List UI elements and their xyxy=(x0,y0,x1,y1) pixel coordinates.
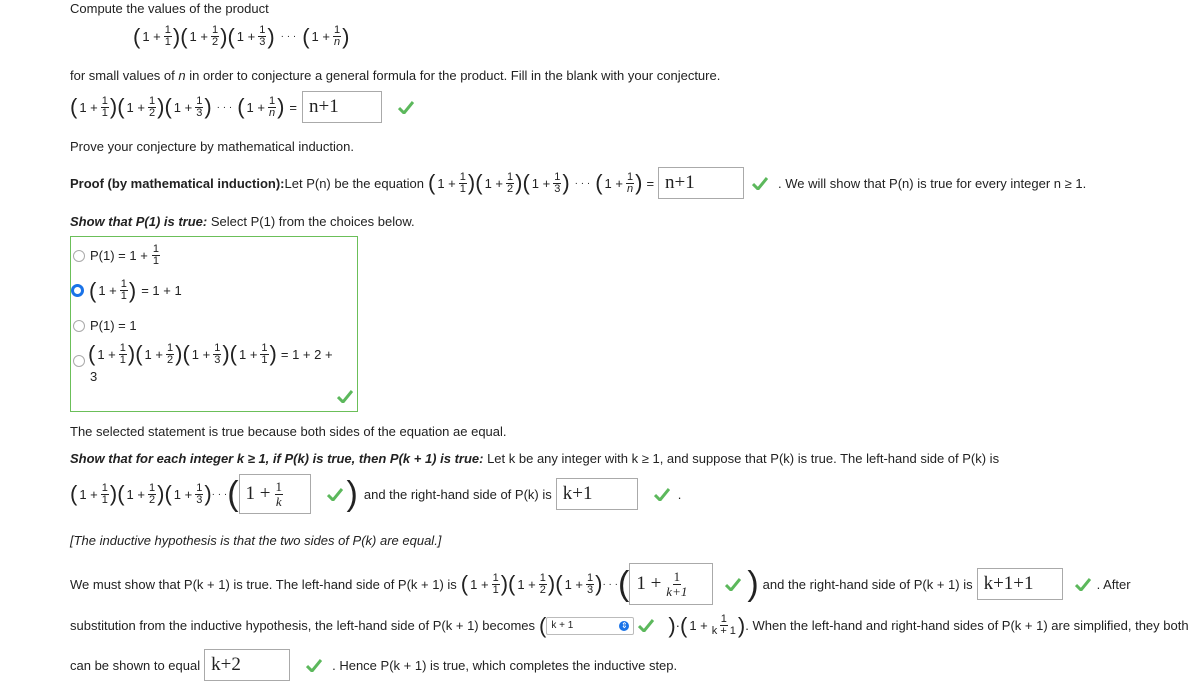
choice-4-continued: 3 xyxy=(90,369,98,384)
substitution-row: substitution from the inductive hypothesis, the left-hand side of P(k + 1) becomes ( k + 1 ⇕ ) · ( 1 + $\frac{1}{k + 1}$ ) . When the left-hand and right-hand sides of P(k + 1) are simplified, they both xyxy=(70,612,1189,638)
choice-3[interactable]: P(1) = 1 xyxy=(73,318,137,333)
check-icon xyxy=(398,101,414,114)
pk1-rhs-input[interactable]: k+1+1 xyxy=(977,568,1063,600)
check-icon xyxy=(725,578,741,591)
proof-answer-input[interactable]: n+1 xyxy=(658,167,744,199)
radio-choice-2-selected[interactable] xyxy=(71,284,84,297)
step2-prompt: Show that for each integer k ≥ 1, if P(k) is true, then P(k + 1) is true: Let k be any integer with k ≥ 1, and suppose that P(k) is true. The left-hand side of P(k) is xyxy=(70,451,1000,466)
check-icon xyxy=(327,488,343,501)
radio-choice-1[interactable] xyxy=(73,250,85,262)
choice-4[interactable]: ( 1 + $\frac{1}{1}$ ) ( 1 + $\frac{1}{2}$ ) ( 1 + $\frac{1}{3}$ ) ( 1 + $\frac{1}{1}$ ) = 1 + 2 + xyxy=(73,341,333,367)
prompt-prove: Prove your conjecture by mathematical induction. xyxy=(70,139,354,154)
pk1-lhs-input[interactable]: 1 + $\frac{1}{k+1}$ xyxy=(629,563,713,605)
proof-row: Proof (by mathematical induction): Let P(n) be the equation ( 1 + $\frac{1}{1}$ ) ( 1 + $\frac{1}{2}$ ) ( 1 + $\frac{1}{3}$ ) · · · ( 1 + $\frac{1}{n}$ ) = n+1 . We will show that P(n) is true for every integer n ≥ 1. xyxy=(70,167,1086,199)
must-show-row: We must show that P(k + 1) is true. The left-hand side of P(k + 1) is ( 1 + $\frac{1}{1}$ ) ( 1 + $\frac{1}{2}$ ) ( 1 + $\frac{1}{3}$ ) · · · ( 1 + $\frac{1}{k+1}$ ) and the right-hand side of P(k + 1) is k+1+1 . After xyxy=(70,565,1131,603)
selected-statement-text: The selected statement is true because both sides of the equation ae equal. xyxy=(70,424,507,439)
final-answer-input[interactable]: k+2 xyxy=(204,649,290,681)
chevron-updown-icon: ⇕ xyxy=(620,620,628,630)
check-icon xyxy=(654,488,670,501)
prompt-compute: Compute the values of the product xyxy=(70,1,269,16)
product-display: ( 1 + $\frac{1}{1}$ ) ( 1 + $\frac{1}{2}$ ) ( 1 + $\frac{1}{3}$ ) · · · ( 1 + $\frac{1}{n}$ ) xyxy=(133,23,350,49)
final-row: can be shown to equal k+2 . Hence P(k + 1) is true, which completes the inductive step. xyxy=(70,649,677,681)
radio-choice-3[interactable] xyxy=(73,320,85,332)
choice-2[interactable]: ( 1 + $\frac{1}{1}$ ) = 1 + 1 xyxy=(71,279,182,302)
substitution-select[interactable]: k + 1 ⇕ xyxy=(546,617,634,635)
check-icon xyxy=(638,619,654,632)
conjecture-answer-input[interactable]: n+1 xyxy=(302,91,382,123)
pk-row: ( 1 + $\frac{1}{1}$ ) ( 1 + $\frac{1}{2}$ ) ( 1 + $\frac{1}{3}$ ) · · · ( 1 + $\frac{1}{k}$ ) and the right-hand side of P(k) is k+1 . xyxy=(70,475,682,513)
check-icon xyxy=(752,177,768,190)
check-icon xyxy=(337,390,353,403)
check-icon xyxy=(306,659,322,672)
step1-prompt: Show that P(1) is true: Select P(1) from the choices below. xyxy=(70,214,415,229)
conjecture-row: ( 1 + $\frac{1}{1}$ ) ( 1 + $\frac{1}{2}$ ) ( 1 + $\frac{1}{3}$ ) · · · ( 1 + $\frac{1}{n}$ ) = n+1 xyxy=(70,91,414,123)
hypothesis-text: [The inductive hypothesis is that the two sides of P(k) are equal.] xyxy=(70,533,442,548)
prompt-small-values: for small values of n in order to conjecture a general formula for the product. Fill in the blank with your conjecture. xyxy=(70,68,721,83)
pk-rhs-input[interactable]: k+1 xyxy=(556,478,638,510)
pk-lhs-input[interactable]: 1 + $\frac{1}{k}$ xyxy=(239,474,311,514)
check-icon xyxy=(1075,578,1091,591)
radio-choice-4[interactable] xyxy=(73,355,85,367)
choice-1[interactable]: P(1) = 1 + $\frac{1}{1}$ xyxy=(73,244,161,267)
